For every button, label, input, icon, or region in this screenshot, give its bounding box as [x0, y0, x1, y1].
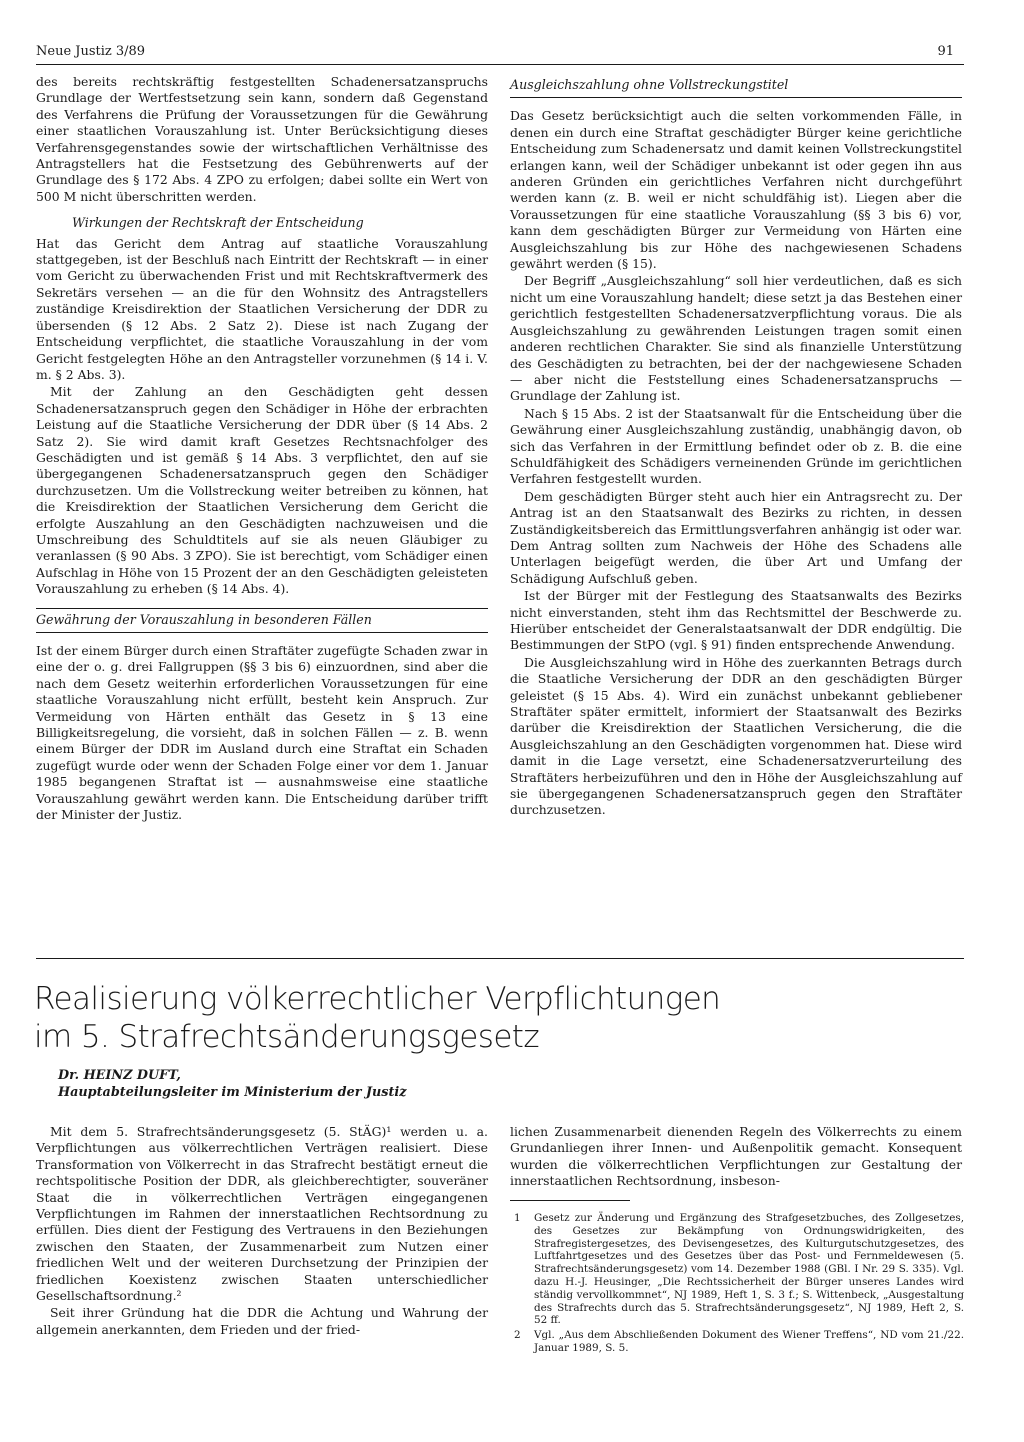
author-role: Hauptabteilungsleiter im Ministerium der Justiz [58, 1085, 407, 1100]
footnote-rule [510, 1200, 630, 1201]
footnote [514, 1329, 964, 1355]
journal-issue: Neue Justiz 3/89 [36, 44, 146, 59]
paragraph: Ist der Bürger mit der Festlegung des Staatsanwalts des Bezirks nicht einverstanden, steht ihm das Rechtsmittel der Beschwerde zu. Hierüber entscheidet der Generalstaatsanwalt der DDR endgültig. Die Bestimmungen der StPO (vgl. § 91) finden entsprechende Anwendung. [510, 588, 962, 653]
paragraph: Das Gesetz berücksichtigt auch die selten vorkommenden Fälle, in denen ein durch eine Straftat geschädigter Bürger keine gerichtliche Entscheidung zum Schadenersatz und damit keinen Vollstreckungstitel erlangen kann, weil der Schädiger unbekannt ist oder gegen ihn aus anderen Gründen ein gerichtliches Verfahren nicht durchgeführt werden kann (z. B. weil er nicht schuldfähig ist). Liegen aber die Voraussetzungen für eine staatliche Vorauszahlung (§§ 3 bis 6) vor, kann dem geschädigten Bürger zur Vermeidung von Härten eine Ausgleichszahlung bis zur Höhe des nachgewiesenen Schadens gewährt werden (§ 15). [510, 108, 962, 272]
paragraph: Der Begriff „Ausgleichszahlung“ soll hier verdeutlichen, daß es sich nicht um eine Vorauszahlung handelt; diese setzt ja das Bestehen einer gerichtlich festgestellten Schadenersatzverpflichtung voraus. Die als Ausgleichszahlung zu gewährenden Leistungen tragen somit einen anderen rechtlichen Charakter. Sie sind als finanzielle Unterstützung des Geschädigten zu betrachten, bei der der nachgewiesene Schaden — aber nicht die Feststellung eines Schadenersatzanspruchs — Grundlage der Zahlung ist. [510, 273, 962, 404]
paragraph: Die Ausgleichszahlung wird in Höhe des zuerkannten Betrags durch die Staatliche Versicherung der DDR an den geschädigten Bürger geleistet (§ 15 Abs. 4). Wird ein zunächst unbekannt gebliebener Straftäter später ermittelt, informiert der Staatsanwalt des Bezirks darüber die Kreisdirektion der Staatlichen Versicherung, die die Ausgleichszahlung an den Geschädigten vorgenommen hat. Diese wird damit in die Lage versetzt, eine Schadenersatzverurteilung des Straftäters herbeizuführen und den in Höhe der Ausgleichszahlung auf sie übergegangenen Schadenersatzanspruch gegen den Straftäter durchzusetzen. [510, 654, 962, 818]
footnote-text: Gesetz zur Änderung und Ergänzung des Strafgesetzbuches, des Zollgesetzes, des Gesetzes zur Bekämpfung von Ordnungswidrigkeiten, des Strafregistergesetzes, des Devisengesetzes, des Kulturgutschutzgesetzes, des Luftfahrtgesetzes und des Gesetzes über das Post- und Fernmeldewesen (5. Strafrechtsänderungsgesetz) vom 14. Dezember 1988 (GBl. I Nr. 29 S. 335). Vgl. dazu H.-J. Heusinger, „Die Rechtssicherheit der Bürger unseres Landes wird ständig vervollkommnet“, NJ 1989, Heft 1, S. 3 f.; S. Wittenbeck, „Ausgestaltung des Strafrechts durch das 5. Strafrechtsänderungsgesetz“, NJ 1989, Heft 2, S. 52 ff. [534, 1212, 964, 1327]
paragraph: Seit ihrer Gründung hat die DDR die Achtung und Wahrung der allgemein anerkannten, dem Frieden und der fried- [36, 1305, 488, 1337]
article-title [34, 980, 720, 1056]
paragraph: Ist der einem Bürger durch einen Straftäter zugefügte Schaden zwar in eine der o. g. drei Fallgruppen (§§ 3 bis 6) einzuordnen, sind aber die nach dem Gesetz weiterhin erforderlichen Voraussetzungen für eine staatliche Vorauszahlung nicht erfüllt, besteht kein Anspruch. Zur Vermeidung von Härten enthält das Gesetz in § 13 eine Billigkeitsregelung, die vorsieht, daß in solchen Fällen — z. B. wenn einem Bürger der DDR im Ausland durch eine Straftat ein Schaden zugefügt wurde oder wenn der Schaden Folge einer vor dem 1. Januar 1985 begangenen Straftat ist — ausnahmsweise eine staatliche Vorauszahlung gewährt werden kann. Die Entscheidung darüber trifft der Minister der Justiz. [36, 643, 488, 823]
page-number: 91 [937, 44, 954, 59]
paragraph: Nach § 15 Abs. 2 ist der Staatsanwalt für die Entscheidung über die Gewährung einer Ausgleichszahlung zuständig, unabhängig davon, ob sich das Verfahren in der Ermittlung befindet oder ob z. B. die eine Schuldfähigkeit des Schädigers verneinenden Gründe im gerichtlichen Verfahren festgestellt wurden. [510, 405, 962, 487]
section-heading: Ausgleichszahlung ohne Vollstreckungstitel [510, 74, 962, 98]
paragraph: Hat das Gericht dem Antrag auf staatliche Vorauszahlung stattgegeben, ist der Beschluß nach Eintritt der Rechtskraft — in einer vom Gericht zu überwachenden Frist und mit Rechtskraftvermerk des Sekretärs versehen — an die für den Wohnsitz des Antragstellers zuständige Kreisdirektion der Staatlichen Versicherung der DDR zu übersenden (§ 12 Abs. 2 Satz 2). Diese ist nach Zugang der Entscheidung verpflichtet, die staatliche Vorauszahlung in der vom Gericht festgelegten Höhe an den Antragsteller vorzunehmen (§ 14 i. V. m. § 2 Abs. 3). [36, 235, 488, 382]
footnote-number: 2 [514, 1329, 521, 1342]
footnote [514, 1212, 964, 1327]
paragraph: Mit der Zahlung an den Geschädigten geht dessen Schadenersatzanspruch gegen den Schädiger in Höhe der erbrachten Leistung auf die Staatliche Versicherung der DDR über (§ 14 Abs. 2 Satz 2). Sie wird damit kraft Gesetzes Rechtsnachfolger des Geschädigten und ist gemäß § 14 Abs. 3 verpflichtet, den auf sie übergegangenen Schadenersatzanspruch gegen den Schädiger durchzusetzen. Um die Vollstreckung weiter betreiben zu können, hat die Kreisdirektion der Staatlichen Versicherung dem Gericht die erfolgte Auszahlung an den Geschädigten nachzuweisen und die Umschreibung des Schuldtitels auf sie als neuen Gläubiger zu veranlassen (§ 90 Abs. 3 ZPO). Sie ist berechtigt, vom Schädiger einen Aufschlag in Höhe von 15 Prozent der an den Geschädigten geleisteten Vorauszahlung zu erheben (§ 14 Abs. 4). [36, 384, 488, 597]
article-title-line1: Realisierung völkerrechtlicher Verpflichtungen [34, 981, 721, 1017]
section-divider [36, 958, 964, 959]
section-heading: Gewährung der Vorauszahlung in besonderen Fällen [36, 608, 488, 633]
paragraph: Dem geschädigten Bürger steht auch hier ein Antragsrecht zu. Der Antrag ist an den Staatsanwalt des Bezirks zu richten, in dessen Zuständigkeitsbereich das Ermittlungsverfahren anhängig ist oder war. Dem Antrag sollten zum Nachweis der Höhe des Schadens alle Unterlagen beigefügt werden, die über Art und Umfang der Schädigung Aufschluß geben. [510, 488, 962, 586]
left-column-top [36, 74, 488, 823]
header-rule [36, 64, 964, 65]
article-left-column [36, 1124, 488, 1338]
article-right-column [510, 1124, 962, 1190]
author-name: Dr. HEINZ DUFT, [58, 1068, 181, 1083]
footnotes [514, 1212, 964, 1357]
article-title-line2: im 5. Strafrechtsänderungsgesetz [34, 1019, 540, 1055]
paragraph: Mit dem 5. Strafrechtsänderungsgesetz (5. StÄG)¹ werden u. a. Verpflichtungen aus völkerrechtlichen Verträgen realisiert. Diese Transformation von Völkerrecht in das Strafrecht bestätigt erneut die rechtspolitische Position der DDR, als gleichberechtigter, souveräner Staat die in völkerrechtlichen Verträgen eingegangenen Verpflichtungen im Rahmen der innerstaatlichen Rechtsordnung zu erfüllen. Dies dient der Festigung des Vertrauens in den Beziehungen zwischen den Staaten, der Zusammenarbeit zum Nutzen einer friedlichen Welt und der weiteren Durchsetzung der Prinzipien der friedlichen Koexistenz zwischen Staaten unterschiedlicher Gesellschaftsordnung.² [36, 1124, 488, 1304]
paragraph: lichen Zusammenarbeit dienenden Regeln des Völkerrechts zu einem Grundanliegen ihrer Innen- und Außenpolitik gemacht. Konsequent wurden die völkerrechtlichen Verpflichtungen zur Gestaltung der innerstaatlichen Rechtsordnung, insbeson- [510, 1124, 962, 1189]
footnote-text: Vgl. „Aus dem Abschließenden Dokument des Wiener Treffens“, ND vom 21./22. Januar 1989, S. 5. [534, 1329, 964, 1354]
paragraph: des bereits rechtskräftig festgestellten Schadenersatzanspruchs Grundlage der Wertfestsetzung sein kann, sondern daß Gegenstand des Verfahrens die Prüfung der Voraussetzungen für die Gewährung einer staatlichen Vorauszahlung ist. Unter Berücksichtigung dieses Verfahrensgegenstandes sowie der wirtschaftlichen Verhältnisse des Antragstellers hat die Festsetzung des Gebührenwerts auf der Grundlage des § 172 Abs. 4 ZPO zu erfolgen; dabei sollte ein Wert von 500 M nicht überschritten werden. [36, 74, 488, 204]
section-heading: Wirkungen der Rechtskraft der Entscheidung [72, 215, 364, 231]
author-block [58, 1067, 407, 1101]
footnote-number: 1 [514, 1212, 521, 1224]
right-column-top [510, 74, 962, 819]
